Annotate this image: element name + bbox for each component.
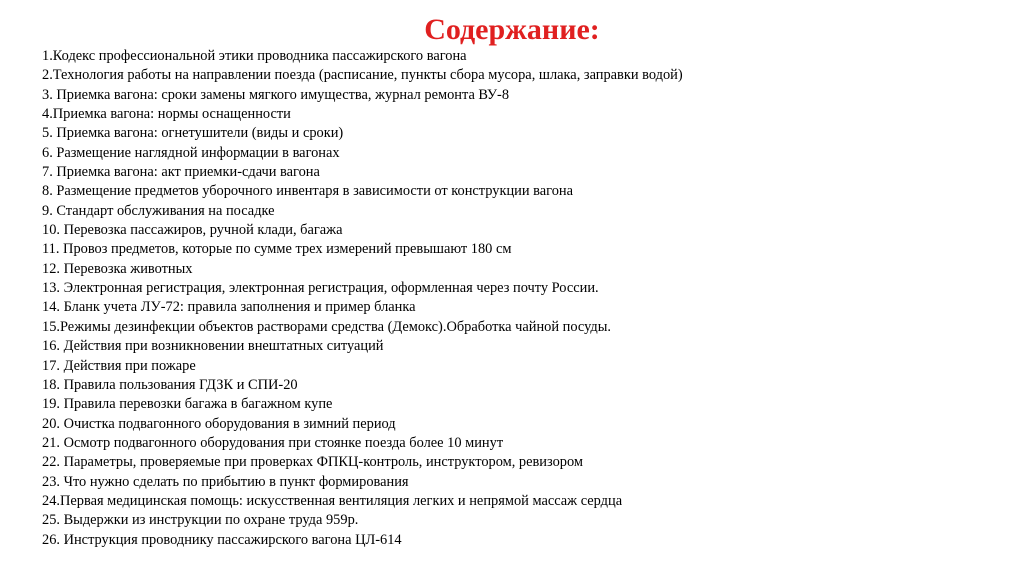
list-item: 21. Осмотр подвагонного оборудования при стоянке поезда более 10 минут	[42, 434, 504, 451]
list-item: 7. Приемка вагона: акт приемки-сдачи вагона	[42, 164, 320, 181]
list-item: 25. Выдержки из инструкции по охране труда 959р.	[42, 512, 359, 529]
list-item: 20. Очистка подвагонного оборудования в зимний период	[42, 415, 396, 432]
list-item: 18. Правила пользования ГДЗК и СПИ-20	[42, 376, 298, 393]
list-item: 17. Действия при пожаре	[42, 357, 196, 374]
list-item: 16. Действия при возникновении внештатных ситуаций	[42, 338, 384, 355]
list-item: 23. Что нужно сделать по прибытию в пункт формирования	[42, 473, 409, 490]
list-item: 8. Размещение предметов уборочного инвентаря в зависимости от конструкции вагона	[42, 183, 573, 200]
list-item: 2.Технология работы на направлении поезда (расписание, пункты сбора мусора, шлака, заправки водой)	[42, 67, 683, 84]
list-item: 12. Перевозка животных	[42, 260, 193, 277]
list-item: 26. Инструкция проводнику пассажирского вагона ЦЛ-614	[42, 531, 402, 548]
list-item: 14. Бланк учета ЛУ-72: правила заполнения и пример бланка	[42, 299, 416, 316]
list-item: 19. Правила перевозки багажа в багажном купе	[42, 396, 333, 413]
list-item: 5. Приемка вагона: огнетушители (виды и сроки)	[42, 125, 344, 142]
page-title: Содержание:	[424, 13, 600, 46]
list-item: 10. Перевозка пассажиров, ручной клади, багажа	[42, 222, 343, 239]
list-item: 22. Параметры, проверяемые при проверках ФПКЦ-контроль, инструктором, ревизором	[42, 454, 584, 471]
list-item: 3. Приемка вагона: сроки замены мягкого имущества, журнал ремонта ВУ-8	[42, 86, 510, 103]
list-item: 6. Размещение наглядной информации в вагонах	[42, 144, 340, 161]
contents-list	[42, 47, 1002, 550]
list-item: 15.Режимы дезинфекции объектов растворами средства (Демокс).Обработка чайной посуды.	[42, 318, 611, 335]
list-item: 1.Кодекс профессиональной этики проводника пассажирского вагона	[42, 48, 467, 64]
list-item: 13. Электронная регистрация, электронная регистрация, оформленная через почту России.	[42, 280, 599, 297]
list-item: 4.Приемка вагона: нормы оснащенности	[42, 106, 291, 123]
list-item: 24.Первая медицинская помощь: искусственная вентиляция легких и непрямой массаж сердца	[42, 492, 623, 509]
list-item: 11. Провоз предметов, которые по сумме трех измерений превышают 180 см	[42, 241, 512, 258]
list-item: 9. Стандарт обслуживания на посадке	[42, 202, 275, 219]
